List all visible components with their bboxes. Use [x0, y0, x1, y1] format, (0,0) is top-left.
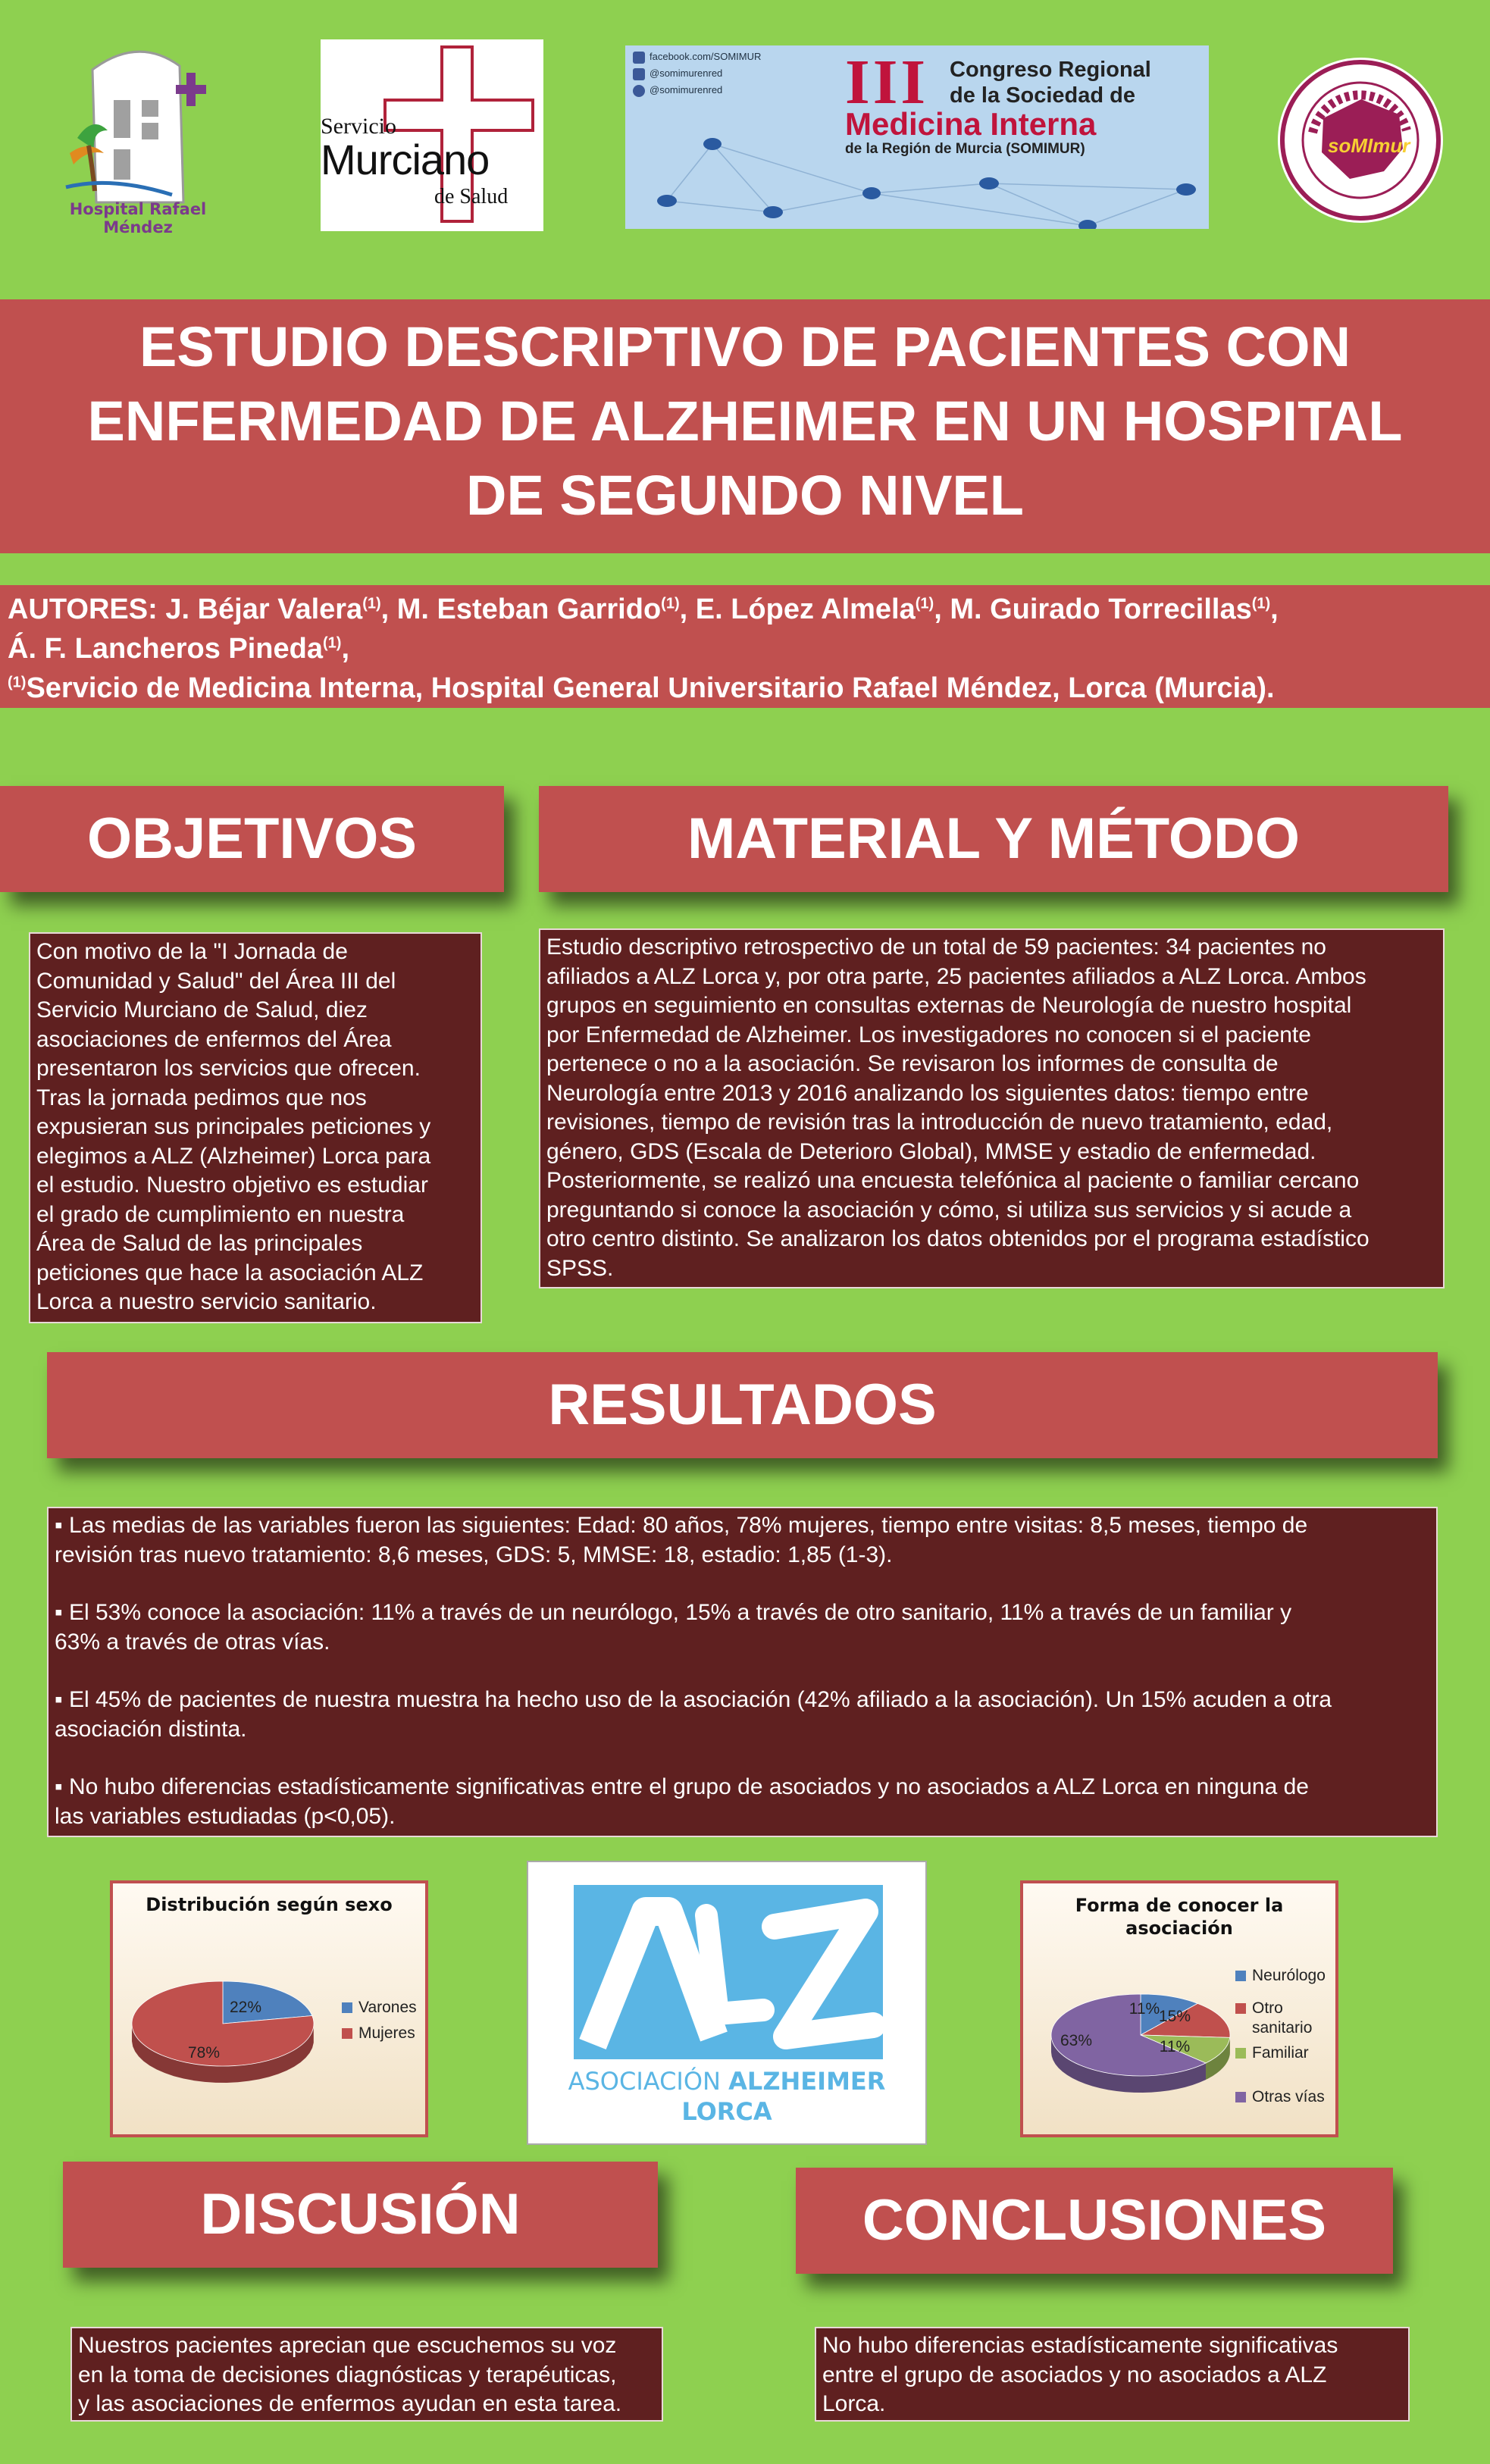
title-banner — [0, 299, 1490, 553]
alz-logo-line1: ASOCIACIÓN ALZHEIMER — [568, 2067, 886, 2096]
congress-line1: Congreso Regional — [950, 58, 1151, 82]
material-text: Estudio descriptivo retrospectivo de un total de 59 pacientes: 34 pacientes no afiliados a ALZ Lorca y, por otra parte, 25 pacientes afiliados a ALZ Lorca. Ambos grupos en seguimiento en consultas externas de Neurología de nuestro hospital por Enfermedad de Alzheimer. Los investigadores no conocen si el paciente pertenece o no a la asociación. Se revisaron los informes de consulta de Neurología entre 2013 y 2016 analizando los siguientes datos: tiempo entre revisiones, tiempo de revisión tras la introducción de nuevo tratamiento, edad, género, GDS (Escala de Deterioro Global), MMSE y estadio de enfermedad. Posteriormente, se realizó una encuesta telefónica al paciente o familiar cercano preguntando si conoce la asociación y cómo, si utiliza sus servicios y si acude a otro centro distinto. Se analizaron los datos obtenidos por el programa estadístico SPSS. — [539, 928, 1445, 1288]
discusion-heading: DISCUSIÓN — [63, 2162, 658, 2268]
chart-sex-legend — [342, 1999, 417, 2043]
twitter-icon — [633, 68, 645, 80]
pie-label-1: 78% — [187, 2044, 221, 2062]
legend-item-familiar: Familiar — [1235, 2044, 1326, 2062]
alz-logo-line2: LORCA — [681, 2097, 772, 2126]
hospital-logo-text: Hospital Rafael Méndez — [69, 200, 207, 236]
title-line1: ESTUDIO DESCRIPTIVO DE PACIENTES CON — [139, 315, 1351, 378]
authors-prefix: AUTORES: — [8, 593, 166, 625]
legend-swatch-otras-vias — [1235, 2092, 1246, 2102]
result-bullet-4: ▪ No hubo diferencias estadísticamente significativas entre el grupo de asociados y no asociados a ALZ Lorca en ninguna de las variables estudiadas (p<0,05). — [55, 1774, 1309, 1829]
facebook-link[interactable]: facebook.com/SOMIMUR — [650, 51, 762, 62]
pie-label-1: 15% — [1158, 2008, 1191, 2025]
legend-item-mujeres: Mujeres — [342, 2024, 417, 2043]
legend-swatch-varones — [342, 2002, 352, 2013]
discusion-text: Nuestros pacientes aprecian que escuchemos su voz en la toma de decisiones diagnósticas y terapéuticas, y las asociaciones de enfermos ayudan en esta tarea. — [70, 2327, 663, 2422]
congress-banner — [625, 45, 1209, 229]
congress-roman-numeral: III — [845, 47, 929, 117]
web-icon — [633, 85, 645, 97]
legend-item-varones: Varones — [342, 1999, 417, 2017]
alz-mark-icon — [574, 1885, 915, 2059]
facebook-icon — [633, 52, 645, 64]
pie-label-2: 11% — [1159, 2038, 1191, 2055]
material-heading: MATERIAL Y MÉTODO — [539, 786, 1448, 892]
pie-label-0: 22% — [229, 1999, 262, 2016]
author-2: M. Esteban Garrido — [396, 593, 662, 625]
chart-sex-distribution — [110, 1880, 428, 2137]
somimur-seal — [1278, 58, 1443, 223]
resultados-text — [47, 1507, 1438, 1837]
chart-sex-title: Distribución según sexo — [146, 1894, 393, 1915]
chart-knowledge-legend — [1235, 1967, 1326, 2106]
legend-swatch-neurologo — [1235, 1971, 1246, 1981]
legend-item-otro-sanitario: Otro sanitario — [1235, 1999, 1326, 2038]
legend-item-neurologo: Neurólogo — [1235, 1967, 1326, 1985]
congress-line3: Medicina Interna — [845, 106, 1097, 142]
sms-logo-line1: Servicio — [321, 114, 396, 139]
author-3: E. López Almela — [695, 593, 916, 625]
conclusiones-heading: CONCLUSIONES — [796, 2168, 1393, 2274]
pie-label-0: 11% — [1128, 2000, 1160, 2018]
hospital-logo — [47, 39, 229, 236]
sms-logo — [321, 39, 543, 231]
legend-item-otras-vias: Otras vías — [1235, 2088, 1326, 2106]
legend-swatch-familiar — [1235, 2048, 1246, 2059]
author-5: Á. F. Lancheros Pineda — [8, 633, 323, 665]
sms-logo-line2: Murciano — [321, 136, 490, 183]
author-4: M. Guirado Torrecillas — [950, 593, 1252, 625]
chart-knowledge-title: Forma de conocer la asociación — [1075, 1895, 1284, 1939]
result-bullet-3: ▪ El 45% de pacientes de nuestra muestra ha hecho uso de la asociación (42% afiliado a la asociación). Un 15% acuden a otra asociación distinta. — [55, 1687, 1332, 1742]
conclusiones-text: No hubo diferencias estadísticamente significativas entre el grupo de asociados y no asociados a ALZ Lorca. — [815, 2327, 1410, 2422]
alz-lorca-logo — [527, 1861, 927, 2145]
authors-line1: AUTORES: J. Béjar Valera$^{(1)}$, M. Esteban Garrido$^{(1)}$, E. López Almela$^{(1)}$, M. Guirado Torrecillas$^{(1)}$, — [8, 593, 1279, 625]
congress-line2: de la Sociedad de — [950, 83, 1135, 108]
chart-knowledge-source — [1020, 1880, 1338, 2137]
legend-swatch-mujeres — [342, 2028, 352, 2039]
congress-line4: de la Región de Murcia (SOMIMUR) — [845, 141, 1085, 157]
title-line2: ENFERMEDAD DE ALZHEIMER EN UN HOSPITAL — [87, 390, 1403, 452]
title-line3: DE SEGUNDO NIVEL — [466, 464, 1024, 527]
resultados-heading: RESULTADOS — [47, 1352, 1438, 1458]
somimur-logo-text: soMImur — [1328, 134, 1410, 157]
result-bullet-2: ▪ El 53% conoce la asociación: 11% a través de un neurólogo, 15% a través de otro sanitario, 11% a través de un familiar y 63% a través de otras vías. — [55, 1600, 1292, 1655]
sms-logo-line3: de Salud — [434, 185, 509, 208]
objetivos-text: Con motivo de la "I Jornada de Comunidad y Salud" del Área III del Servicio Murciano de Salud, diez asociaciones de enfermos del Área presentaron los servicios que ofrecen. Tras la jornada pedimos que nos expusieran sus principales peticiones y elegimos a ALZ (Alzheimer) Lorca para el estudio. Nuestro objetivo es estudiar el grado de cumplimiento en nuestra Área de Salud de las principales peticiones que hace la asociación ALZ Lorca a nuestro servicio sanitario. — [29, 932, 482, 1323]
authors-box — [0, 585, 1490, 708]
affiliation-text: Servicio de Medicina Interna, Hospital General Universitario Rafael Méndez, Lorca (Murcia). — [26, 672, 1275, 704]
twitter-link[interactable]: @somimurenred — [650, 67, 723, 79]
affiliation: $^{(1)}$Servicio de Medicina Interna, Hospital General Universitario Rafael Méndez, Lorca (Murcia). — [8, 672, 1275, 704]
authors-line2: Á. F. Lancheros Pineda$^{(1)}$, — [8, 633, 350, 665]
objetivos-heading: OBJETIVOS — [0, 786, 504, 892]
pie-label-3: 63% — [1060, 2032, 1093, 2049]
author-1: J. Béjar Valera — [165, 593, 363, 625]
legend-swatch-otro-sanitario — [1235, 2003, 1246, 2014]
result-bullet-1: ▪ Las medias de las variables fueron las siguientes: Edad: 80 años, 78% mujeres, tiempo entre visitas: 8,5 meses, tiempo de revisión tras nuevo tratamiento: 8,6 meses, GDS: 5, MMSE: 18, estadio: 1,85 (1-3). — [55, 1513, 1308, 1567]
web-link[interactable]: @somimurenred — [650, 84, 723, 95]
